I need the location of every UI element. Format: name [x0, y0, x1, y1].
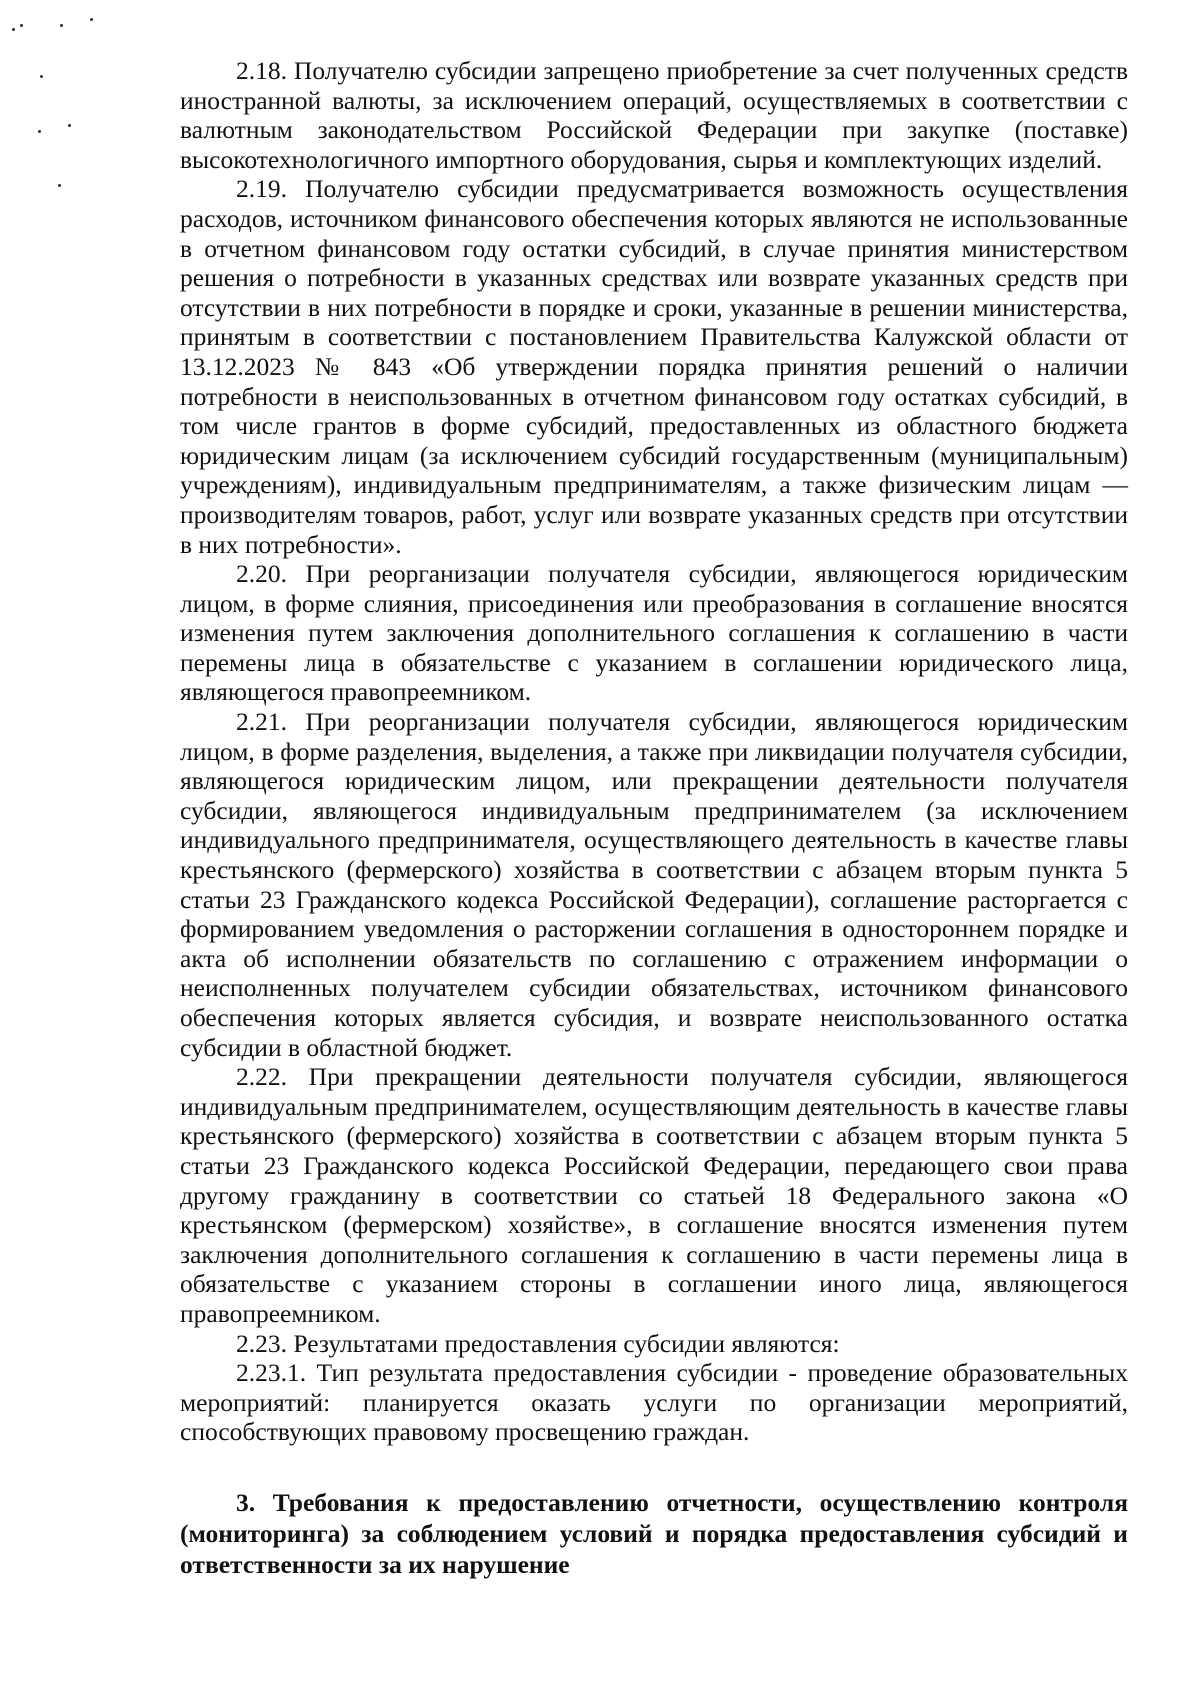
- paragraph-2-22: 2.22. При прекращении деятельности получателя субсидии, являющегося индивидуальным предпринимателем, осуществляющим деятельность в качестве главы крестьянского (фермерского) хозяйства в соответствии с абзацем вторым пункта 5 статьи 23 Гражданского кодекса Российской Федерации, передающего свои права другому гражданину в соответствии со статьей 18 Федерального закона «О крестьянском (фермерском) хозяйстве», в соглашение вносятся изменения путем заключения дополнительного соглашения к соглашению в части перемены лица в обязательстве с указанием стороны в соглашении иного лица, являющегося правопреемником.: [180, 1062, 1128, 1328]
- paragraph-2-21: 2.21. При реорганизации получателя субсидии, являющегося юридическим лицом, в форме разделения, выделения, а также при ликвидации получателя субсидии, являющегося юридическим лицом, или прекращении деятельности получателя субсидии, являющегося индивидуальным предпринимателем (за исключением индивидуального предпринимателя, осуществляющего деятельность в качестве главы крестьянского (фермерского) хозяйства в соответствии с абзацем вторым пункта 5 статьи 23 Гражданского кодекса Российской Федерации), соглашение расторгается с формированием уведомления о расторжении соглашения в одностороннем порядке и акта об исполнении обязательств по соглашению с отражением информации о неисполненных получателем субсидии обязательствах, источником финансового обеспечения которых является субсидия, и возврате неиспользованного остатка субсидии в областной бюджет.: [180, 707, 1128, 1062]
- paragraph-2-18: 2.18. Получателю субсидии запрещено приобретение за счет полученных средств иностранной валюты, за исключением операций, осуществляемых в соответствии с валютным законодательством Российской Федерации при закупке (поставке) высокотехнологичного импортного оборудования, сырья и комплектующих изделий.: [180, 56, 1128, 174]
- paragraph-2-20: 2.20. При реорганизации получателя субсидии, являющегося юридическим лицом, в форме слияния, присоединения или преобразования в соглашение вносятся изменения путем заключения дополнительного соглашения к соглашению в части перемены лица в обязательстве с указанием в соглашении юридического лица, являющегося правопреемником.: [180, 559, 1128, 707]
- scan-artifacts: [0, 0, 110, 220]
- section-3-heading: 3. Требования к предоставлению отчетности, осуществлению контроля (мониторинга) за соблюдением условий и порядка предоставления субсидий и ответственности за их нарушение: [180, 1487, 1128, 1579]
- paragraph-2-23-1: 2.23.1. Тип результата предоставления субсидии - проведение образовательных мероприятий: планируется оказать услуги по организации мероприятий, способствующих правовому просвещению граждан.: [180, 1358, 1128, 1447]
- paragraph-2-23: 2.23. Результатами предоставления субсидии являются:: [236, 1328, 840, 1358]
- document-page: [180, 56, 1128, 1580]
- paragraph-2-19: 2.19. Получателю субсидии предусматривается возможность осуществления расходов, источником финансового обеспечения которых являются не использованные в отчетном финансовом году остатки субсидий, в случае принятия министерством решения о потребности в указанных средствах или возврате указанных средств при отсутствии в них потребности в порядке и сроки, указанные в решении министерства, принятым в соответствии с постановлением Правительства Калужской области от 13.12.2023 № 843 «Об утверждении порядка принятия решений о наличии потребности в неиспользованных в отчетном финансовом году остатках субсидий, в том числе грантов в форме субсидий, предоставленных из областного бюджета юридическим лицам (за исключением субсидий государственным (муниципальным) учреждениям), индивидуальным предпринимателям, а также физическим лицам — производителям товаров, работ, услуг или возврате указанных средств при отсутствии в них потребности».: [180, 174, 1128, 559]
